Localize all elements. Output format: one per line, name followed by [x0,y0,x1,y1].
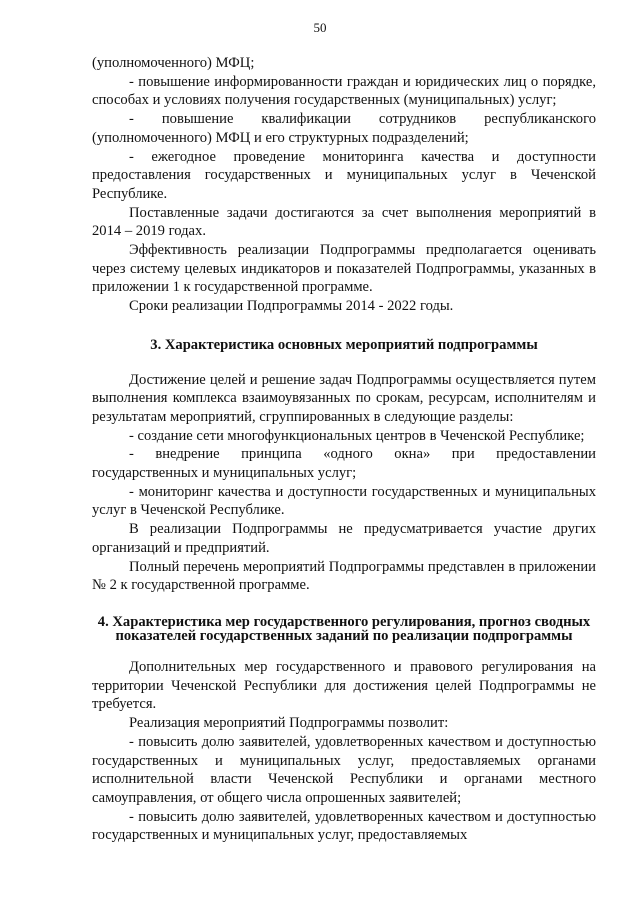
paragraph: - мониторинг качества и доступности государственных и муниципальных услуг в Чеченской Республике. [92,483,596,519]
text-block-section-4 [92,658,596,845]
paragraph: Сроки реализации Подпрограммы 2014 - 2022 годы. [129,298,454,315]
page-content [92,54,596,845]
paragraph: Реализация мероприятий Подпрограммы позволит: [129,715,449,732]
paragraph: - повысить долю заявителей, удовлетворенных качеством и доступностью государственных и муниципальных услуг, предоставляемых органами исполнительной власти Чеченской Республики и органами местного самоуправления, от общего числа опрошенных заявителей; [92,733,596,806]
paragraph: - повышение квалификации сотрудников республиканского (уполномоченного) МФЦ и его структурных подразделений; [92,111,596,146]
paragraph: Дополнительных мер государственного и правового регулирования на территории Чеченской Республики для достижения целей Подпрограммы не требуется. [92,658,596,713]
paragraph: Достижение целей и решение задач Подпрограммы осуществляется путем выполнения комплекса взаимоувязанных по срокам, ресурсам, исполнителям и результатам мероприятий, сгруппированных в следующие разделы: [92,371,596,425]
text-block-intro [92,54,596,316]
paragraph: В реализации Подпрограммы не предусматривается участие других организаций и предприятий. [92,521,596,556]
paragraph: Полный перечень мероприятий Подпрограммы представлен в приложении № 2 к государственной программе. [92,558,596,594]
paragraph: (уполномоченного) МФЦ; [92,55,255,71]
paragraph: - ежегодное проведение мониторинга качества и доступности предоставления государственных и муниципальных услуг в Чеченской Республике. [92,148,596,202]
page-number: 50 [313,20,327,35]
paragraph: - повысить долю заявителей, удовлетворенных качеством и доступностью государственных и муниципальных услуг, предоставляемых [92,808,596,844]
paragraph: - создание сети многофункциональных центров в Чеченской Республике; [129,427,585,444]
paragraph: Поставленные задачи достигаются за счет выполнения мероприятий в 2014 – 2019 годах. [92,204,596,240]
section-heading-4: 4. Характеристика мер государственного регулирования, прогноз сводных показателей государственных заданий по реализации подпрограммы [97,613,591,645]
paragraph: - внедрение принципа «одного окна» при предоставлении государственных и муниципальных услуг; [92,446,596,482]
text-block-section-3 [92,371,596,595]
section-heading-3: 3. Характеристика основных мероприятий подпрограммы [150,336,538,353]
paragraph: Эффективность реализации Подпрограммы предполагается оценивать через систему целевых индикаторов и показателей Подпрограммы, указанных в приложении 1 к государственной программе. [92,242,596,296]
paragraph: - повышение информированности граждан и юридических лиц о порядке, способах и условиях получения государственных (муниципальных) услуг; [92,73,596,109]
